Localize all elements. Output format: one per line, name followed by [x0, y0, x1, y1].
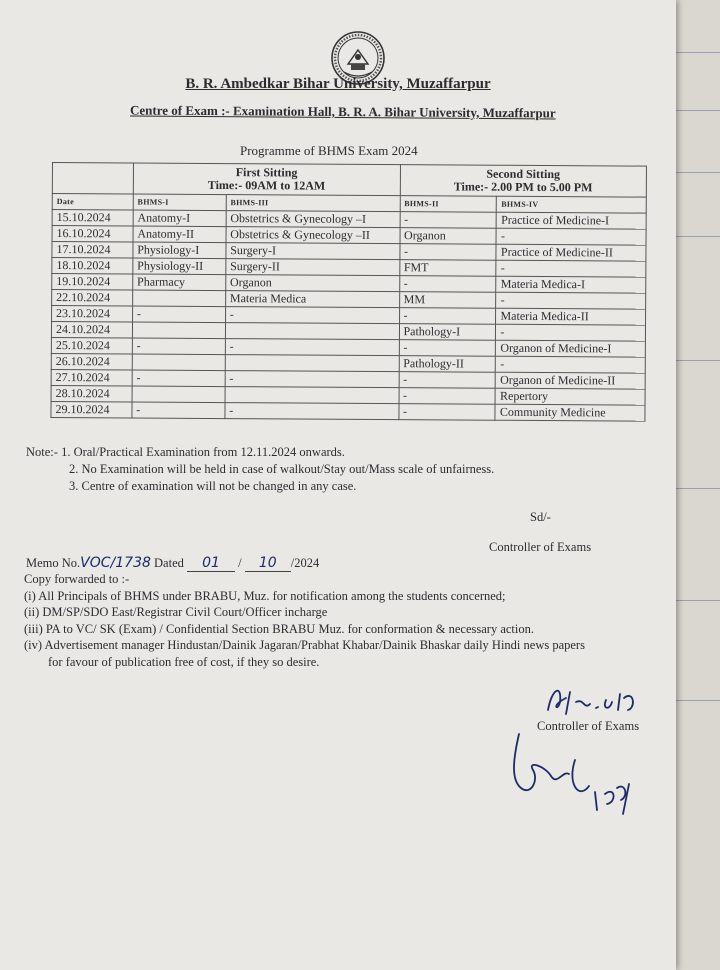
table-cell: Materia Medica-II	[496, 308, 646, 325]
table-cell: 18.10.2024	[52, 258, 133, 274]
table-cell: -	[132, 402, 225, 419]
note-item: 2. No Examination will be held in case of walkout/Stay out/Mass scale of unfairness.	[69, 462, 495, 476]
table-cell: Materia Medica-I	[496, 276, 646, 293]
underlying-paper	[676, 0, 720, 970]
exam-schedule-table	[50, 162, 647, 422]
table-cell: Repertory	[495, 388, 645, 405]
table-cell: -	[132, 370, 225, 387]
programme-title: Programme of BHMS Exam 2024	[240, 143, 418, 158]
date-month-value: 10	[258, 555, 277, 571]
handwritten-signature-1	[540, 680, 660, 720]
column-header: BHMS-III	[226, 195, 400, 212]
copy-item: (ii) DM/SP/SDO East/Registrar Civil Court/Officer incharge	[24, 605, 328, 619]
blank-header-cell	[52, 163, 133, 194]
date-year: /2024	[290, 556, 320, 570]
table-cell: -	[225, 339, 399, 356]
table-cell: Pathology-II	[399, 356, 496, 373]
schedule-body	[51, 210, 646, 422]
table-cell: -	[132, 306, 225, 323]
table-cell: Practice of Medicine-II	[496, 244, 646, 261]
table-cell: -	[496, 260, 646, 277]
copy-item: (iii) PA to VC/ SK (Exam) / Confidential Section BRABU Muz. for conformation & necessary action.	[24, 621, 535, 636]
table-cell: Anatomy-I	[133, 210, 226, 227]
table-cell: 19.10.2024	[52, 274, 133, 290]
table-cell: -	[496, 228, 646, 245]
copy-item: (i) All Principals of BHMS under BRABU, Muz. for notification among the students concerned;	[24, 588, 506, 603]
table-cell: 22.10.2024	[52, 290, 133, 306]
date-month	[245, 555, 291, 572]
table-cell: 16.10.2024	[52, 226, 133, 242]
column-header: BHMS-IV	[497, 196, 647, 213]
table-cell: -	[399, 308, 496, 325]
table-cell: Organon	[225, 275, 399, 292]
controller-of-exams-label: Controller of Exams	[489, 540, 592, 554]
table-cell	[132, 354, 225, 371]
first-sitting-title: First Sitting	[235, 165, 298, 180]
table-cell: -	[225, 307, 399, 324]
table-cell: 15.10.2024	[52, 210, 133, 226]
table-cell: 17.10.2024	[52, 242, 133, 258]
table-row	[51, 401, 645, 421]
table-cell: -	[225, 403, 399, 420]
table-cell: -	[398, 404, 495, 421]
table-cell: -	[496, 356, 646, 373]
table-cell: Physiology-II	[133, 258, 226, 275]
column-header: BHMS-I	[133, 194, 226, 211]
university-title: B. R. Ambedkar Bihar University, Muzaffarpur	[185, 76, 491, 92]
column-header: Date	[52, 194, 133, 210]
copy-item: (iv) Advertisement manager Hindustan/Dainik Jagaran/Prabhat Khabar/Dainik Bhaskar daily Hindi news papers	[24, 638, 585, 652]
table-cell: Surgery-II	[226, 259, 400, 276]
table-cell: Surgery-I	[226, 243, 400, 260]
table-cell: Organon	[400, 228, 497, 245]
notes-label: Note:-	[26, 445, 58, 459]
table-cell: Obstetrics & Gynecology –I	[226, 211, 400, 228]
table-cell: 23.10.2024	[52, 306, 133, 322]
table-cell: Physiology-I	[133, 242, 226, 259]
table-cell: Pharmacy	[133, 274, 226, 291]
table-cell: 29.10.2024	[51, 401, 132, 417]
table-cell	[225, 355, 399, 372]
notes-section	[26, 444, 494, 495]
date-day	[187, 555, 235, 572]
table-cell: -	[496, 324, 646, 341]
table-cell: Materia Medica	[225, 291, 399, 308]
note-item: 3. Centre of examination will not be changed in any case.	[69, 479, 357, 493]
copy-heading: Copy forwarded to :-	[24, 572, 130, 586]
table-cell: -	[399, 244, 496, 261]
table-cell: -	[496, 292, 646, 309]
date-day-value: 01	[202, 555, 220, 571]
first-sitting-time: Time:- 09AM to 12AM	[207, 177, 326, 193]
second-sitting-time: Time:- 2.00 PM to 5.00 PM	[453, 179, 593, 195]
signature-controller-label: Controller of Exams	[537, 719, 640, 733]
table-cell	[132, 290, 225, 307]
table-cell: -	[225, 371, 399, 388]
table-cell: 26.10.2024	[51, 353, 132, 369]
table-cell: -	[132, 338, 225, 355]
column-header: BHMS-II	[400, 196, 497, 213]
memo-number: VOC/1738	[80, 555, 151, 571]
table-cell: -	[399, 276, 496, 293]
table-cell: 25.10.2024	[51, 337, 132, 353]
table-cell: 27.10.2024	[51, 369, 132, 385]
second-sitting-header	[400, 165, 647, 198]
table-cell: MM	[399, 292, 496, 309]
copy-forwarded-section	[24, 571, 585, 670]
table-cell: 24.10.2024	[51, 322, 132, 338]
table-cell: Organon of Medicine-II	[496, 372, 646, 389]
memo-line: Memo No.VOC/1738 Dated 01 / 10 /2024	[26, 555, 320, 571]
memo-label: Memo No.	[26, 556, 81, 570]
table-cell: -	[399, 340, 496, 357]
table-cell: Practice of Medicine-I	[497, 212, 647, 229]
table-cell: FMT	[399, 260, 496, 277]
handwritten-signature-2	[505, 730, 645, 820]
note-item: 1. Oral/Practical Examination from 12.11.2024 onwards.	[61, 445, 345, 459]
second-sitting-title: Second Sitting	[486, 166, 561, 182]
table-cell: -	[400, 212, 497, 229]
dated-label: Dated	[154, 556, 184, 570]
table-cell: -	[399, 372, 496, 389]
table-cell: Anatomy-II	[133, 226, 226, 243]
table-cell: -	[399, 388, 496, 405]
copy-item: for favour of publication free of cost, if they so desire.	[48, 654, 320, 669]
centre-of-exam: Centre of Exam :- Examination Hall, B. R. A. Bihar University, Muzaffarpur	[129, 102, 556, 121]
table-cell	[225, 323, 399, 340]
sd-mark: Sd/-	[530, 510, 551, 524]
table-cell: Obstetrics & Gynecology –II	[226, 227, 400, 244]
table-cell	[225, 387, 399, 404]
table-cell: 28.10.2024	[51, 385, 132, 401]
table-cell: Pathology-I	[399, 324, 496, 341]
table-cell: Community Medicine	[495, 404, 645, 421]
table-cell: Organon of Medicine-I	[496, 340, 646, 357]
table-cell	[132, 386, 225, 403]
first-sitting-header	[133, 163, 400, 196]
table-cell	[132, 322, 225, 339]
